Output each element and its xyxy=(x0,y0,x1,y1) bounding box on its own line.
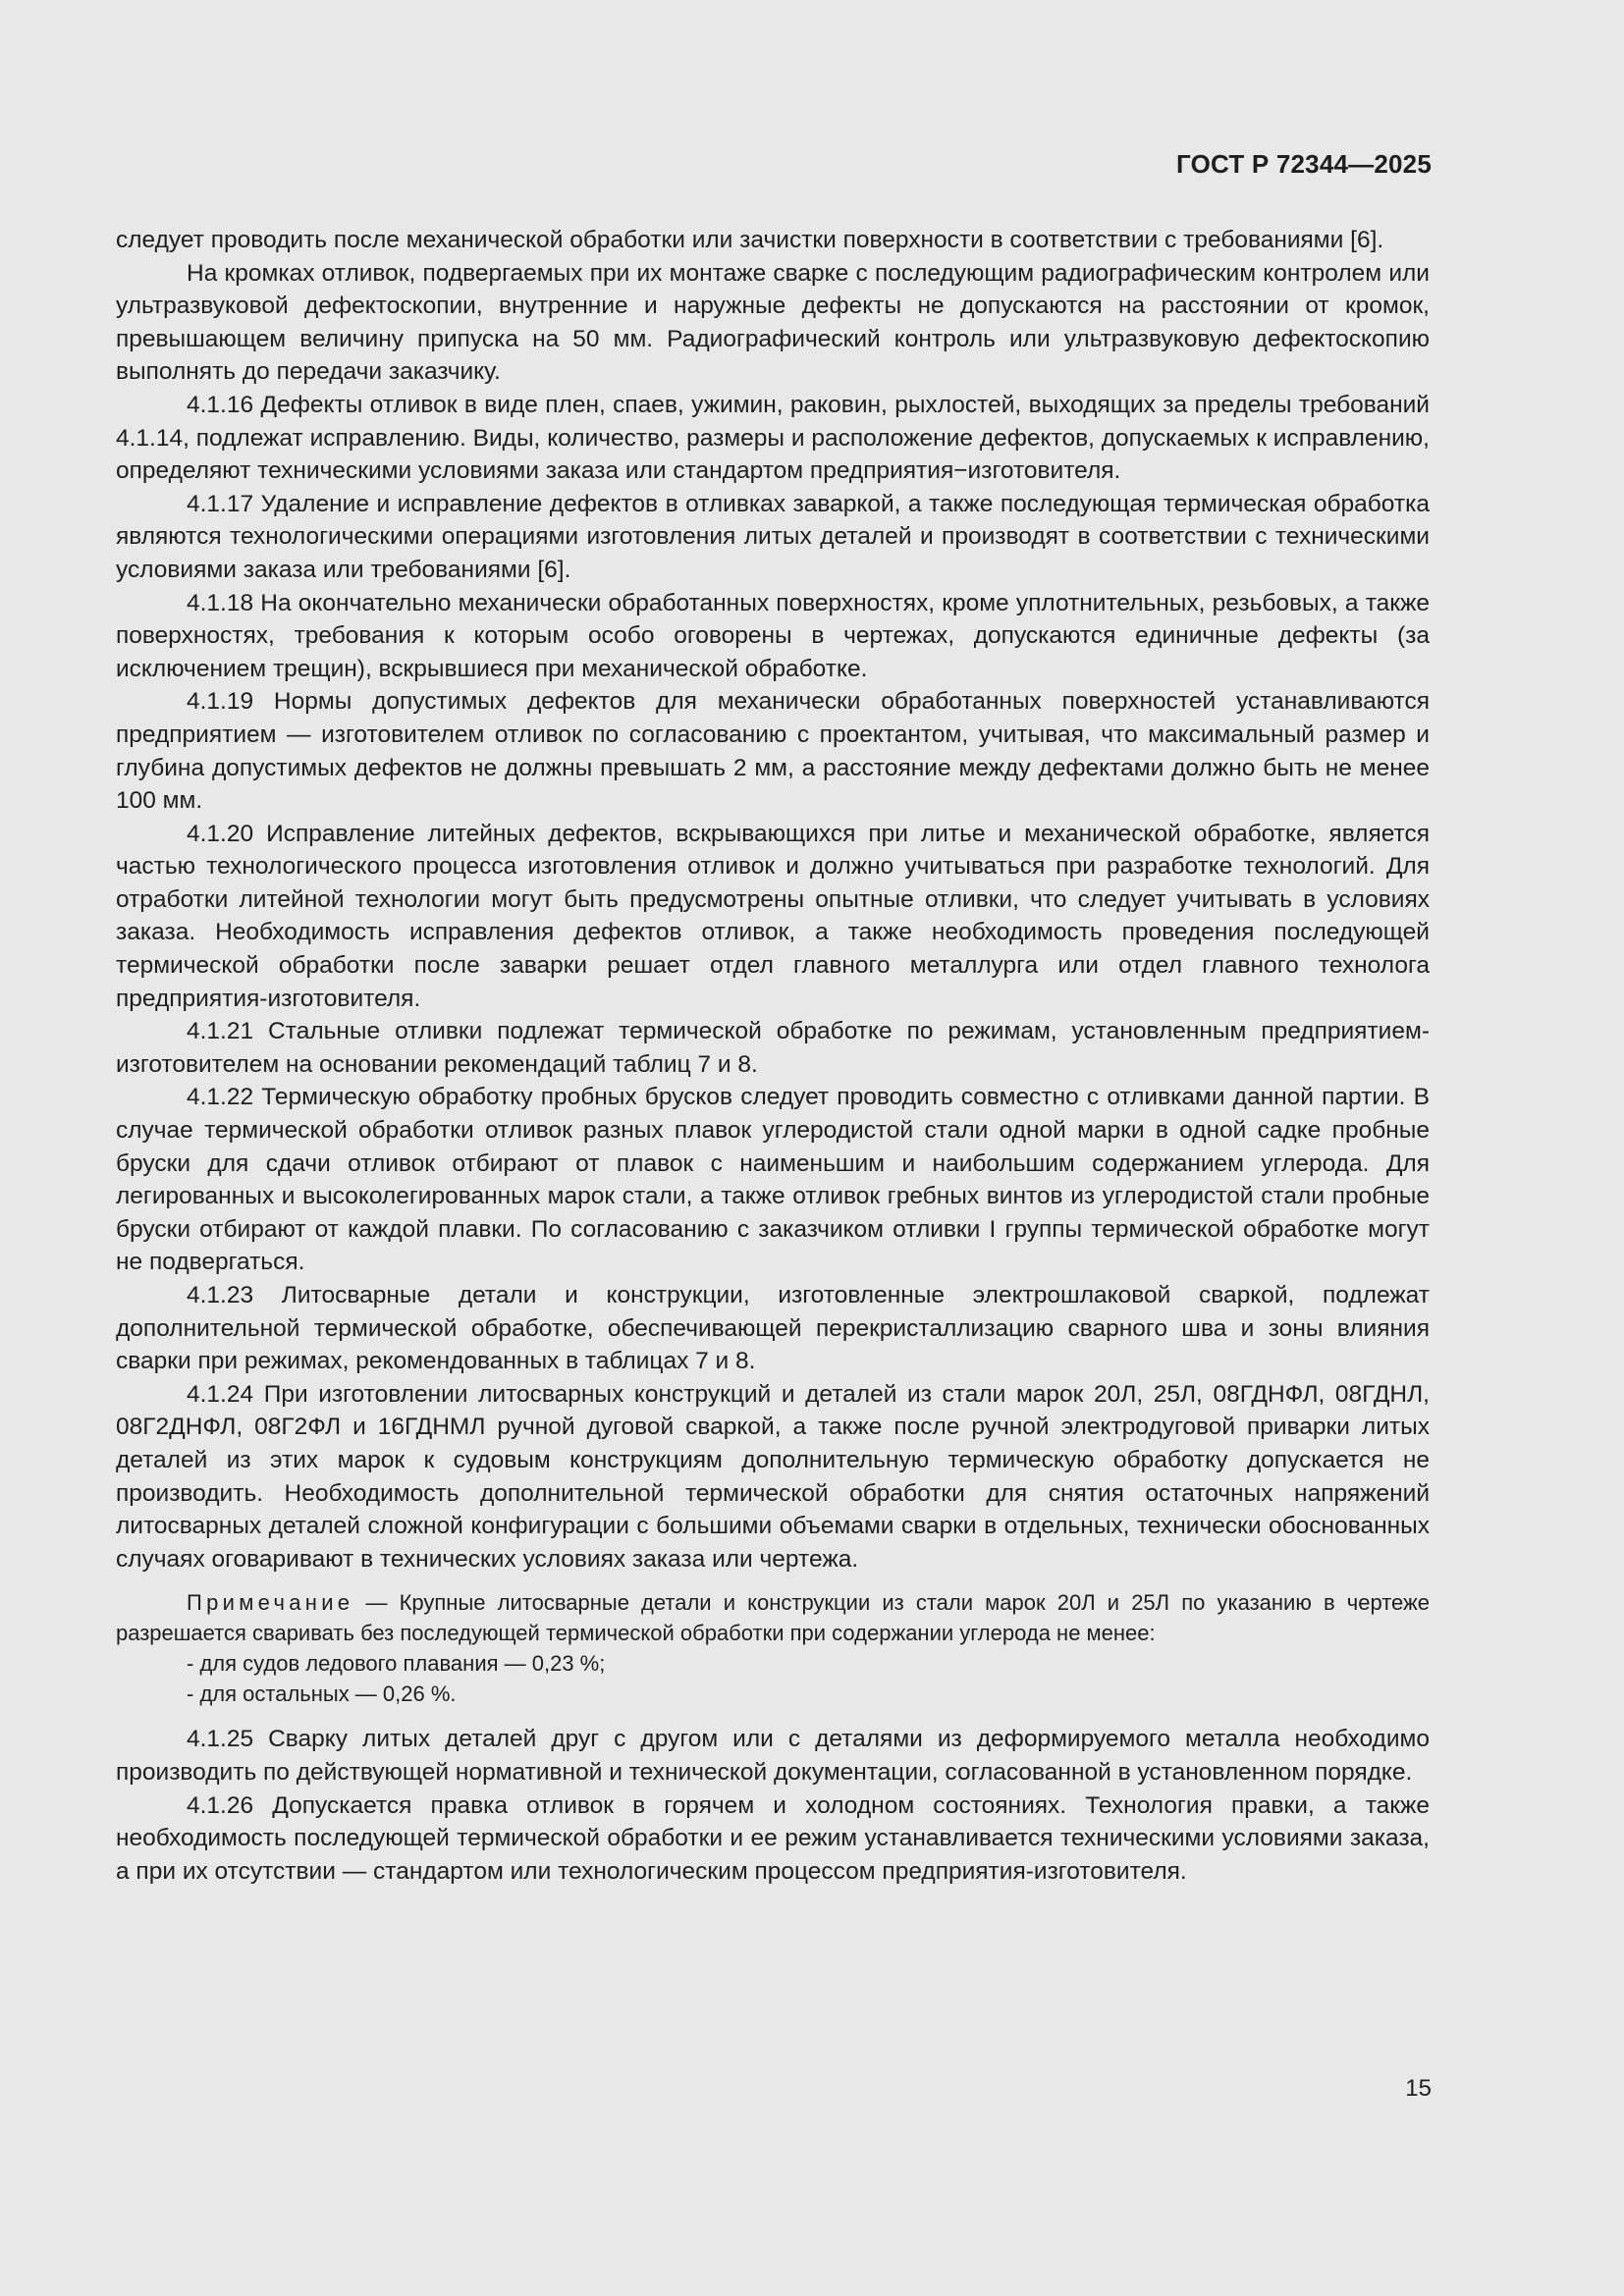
note-list-item: - для судов ледового плавания — 0,23 %; xyxy=(187,1651,606,1677)
paragraph-4-1-26: 4.1.26 Допускается правка отливок в горячем и холодном состояниях. Технология правки, а также необходимость последующей термической обработки и ее режим устанавливается техническими условиями заказа, а при их отсутствии — стандартом или технологическим процессом предприятия-изготовителя. xyxy=(116,1791,1430,1885)
document-body xyxy=(116,224,1430,1888)
page-number: 15 xyxy=(1405,2075,1432,2102)
paragraph-4-1-19: 4.1.19 Нормы допустимых дефектов для механически обработанных поверхностей устанавливаются предприятием — изготовителем отливок по согласованию с проектантом, учитывая, что максимальный размер и глубина допустимых дефектов не должны превышать 2 мм, а расстояние между дефектами должно быть не менее 100 мм. xyxy=(116,688,1430,815)
note-list-item: - для остальных — 0,26 %. xyxy=(187,1682,457,1707)
paragraph-edge-defects: На кромках отливок, подвергаемых при их монтаже сварке с последующим радиографическим контролем или ультразвуковой дефектоскопии, внутренние и наружные дефекты не допускаются на расстоянии от кромок, превышающем величину припуска на 50 мм. Радиографический контроль или ультразвуковую дефектоскопию выполнять до передачи заказчику. xyxy=(116,259,1430,386)
paragraph-4-1-25: 4.1.25 Сварку литых деталей друг с другом или с деталями из деформируемого металла необходимо производить по действующей нормативной и технической документации, согласованной в установленном порядке. xyxy=(116,1726,1430,1786)
note-block xyxy=(116,1587,1430,1709)
paragraph-4-1-17: 4.1.17 Удаление и исправление дефектов в отливках заваркой, а также последующая термическая обработка являются технологическими операциями изготовления литых деталей и производят в соответствии с техническими условиями заказа или требованиями [6]. xyxy=(116,490,1430,583)
paragraph-4-1-20: 4.1.20 Исправление литейных дефектов, вскрывающихся при литье и механической обработке, является частью технологического процесса изготовления отливок и должно учитываться при разработке технологий. Для отработки литейной технологии могут быть предусмотрены опытные отливки, что следует учитывать в условиях заказа. Необходимость исправления дефектов отливок, а также необходимость проведения последующей термической обработки после заварки решает отдел главного металлурга или отдел главного технолога предприятия-изготовителя. xyxy=(116,820,1430,1012)
document-header: ГОСТ Р 72344—2025 xyxy=(1176,149,1432,179)
note-text: — Крупные литосварные детали и конструкции из стали марок 20Л и 25Л по указанию в чертеже разрешается сваривать без последующей термической обработки при содержании углерода не менее: xyxy=(116,1590,1430,1646)
paragraph-4-1-22: 4.1.22 Термическую обработку пробных брусков следует проводить совместно с отливками данной партии. В случае термической обработки отливок разных плавок углеродистой стали одной марки в одной садке пробные бруски для сдачи отливок отбирают от плавок с наименьшим и наибольшим содержанием углерода. Для легированных и высоколегированных марок стали, а также отливок гребных винтов из углеродистой стали пробные бруски отбирают от каждой плавки. По согласованию с заказчиком отливки I группы термической обработке могут не подвергаться. xyxy=(116,1084,1430,1276)
paragraph-4-1-16: 4.1.16 Дефекты отливок в виде плен, спаев, ужимин, раковин, рыхлостей, выходящих за пределы требований 4.1.14, подлежат исправлению. Виды, количество, размеры и расположение дефектов, допускаемых к исправлению, определяют техническими условиями заказа или стандартом предприятия−изготовителя. xyxy=(116,391,1430,485)
note-label: Примечание xyxy=(187,1590,354,1616)
paragraph-4-1-18: 4.1.18 На окончательно механически обработанных поверхностях, кроме уплотнительных, резьбовых, а также поверхностях, требования к которым особо оговорены в чертежах, допускаются единичные дефекты (за исключением трещин), вскрывшиеся при механической обработке. xyxy=(116,589,1430,682)
paragraph-4-1-24: 4.1.24 При изготовлении литосварных конструкций и деталей из стали марок 20Л, 25Л, 08ГДНФЛ, 08ГДНЛ, 08Г2ДНФЛ, 08Г2ФЛ и 16ГДНМЛ ручной дуговой сваркой, а также после ручной электродуговой приварки литых деталей из этих марок к судовым конструкциям дополнительную термическую обработку допускается не производить. Необходимость дополнительной термической обработки для снятия остаточных напряжений литосварных деталей сложной конфигурации с большими объемами сварки в отдельных, технически обоснованных случаях оговаривают в технических условиях заказа или чертежа. xyxy=(116,1380,1430,1573)
paragraph-4-1-21: 4.1.21 Стальные отливки подлежат термической обработке по режимам, установленным предприятием-изготовителем на основании рекомендаций таблиц 7 и 8. xyxy=(116,1018,1430,1078)
paragraph-4-1-23: 4.1.23 Литосварные детали и конструкции, изготовленные электрошлаковой сваркой, подлежат дополнительной термической обработке, обеспечивающей перекристаллизацию сварного шва и зоны влияния сварки при режимах, рекомендованных в таблицах 7 и 8. xyxy=(116,1282,1430,1375)
note-paragraph xyxy=(116,1587,1430,1648)
paragraph-continuation: следует проводить после механической обработки или зачистки поверхности в соответствии с требованиями [6]. xyxy=(116,227,1384,253)
